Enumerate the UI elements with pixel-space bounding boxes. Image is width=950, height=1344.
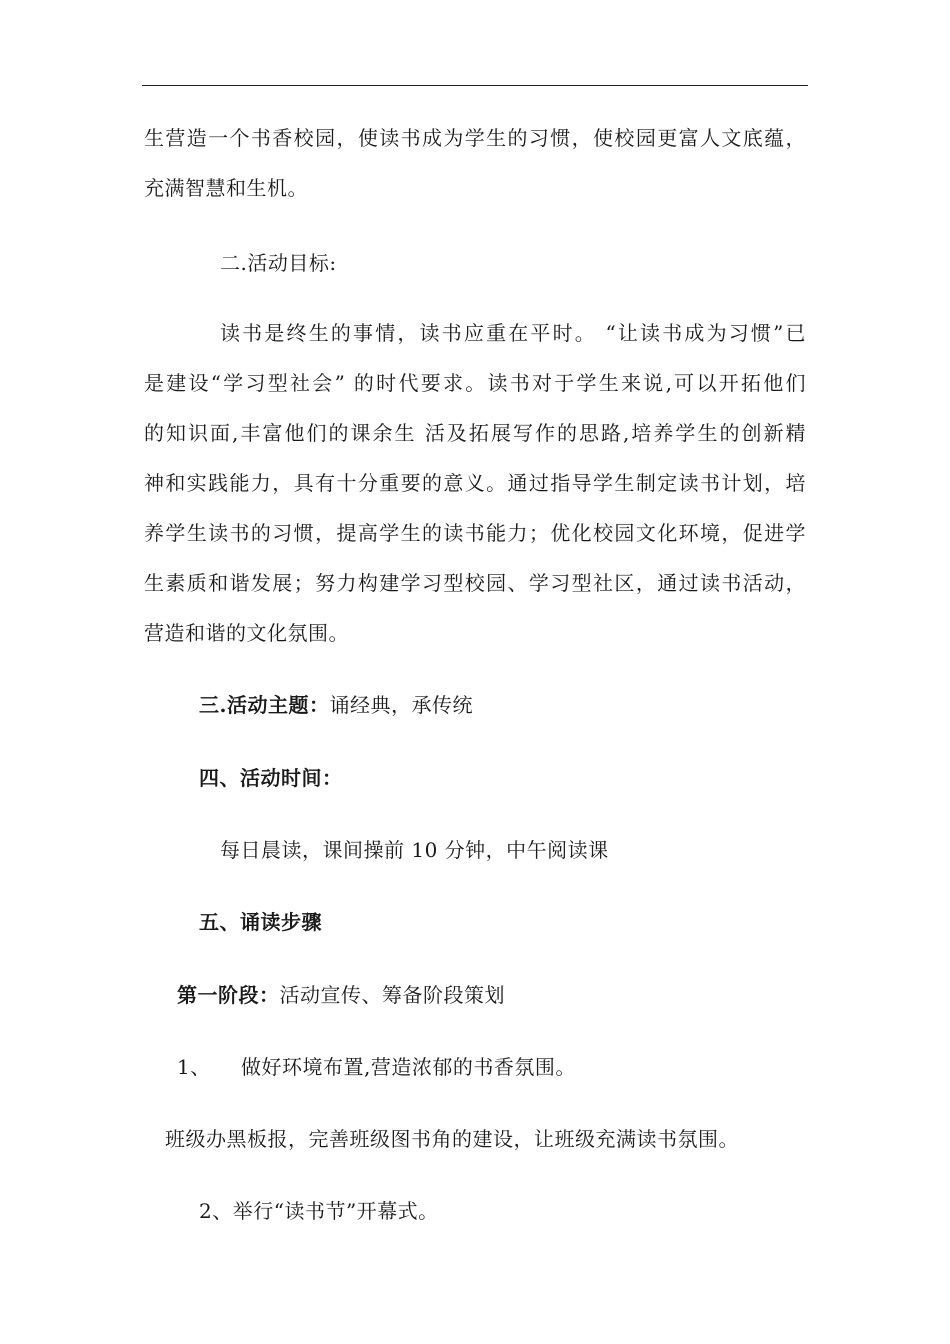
section2-line: 营造和谐的文化氛围。 xyxy=(144,621,349,645)
section2-line: 的知识面,丰富他们的课余生 活及拓展写作的思路,培养学生的创新精 xyxy=(144,421,806,445)
item1-detail: 班级办黑板报，完善班级图书角的建设，让班级充满读书氛围。 xyxy=(165,1127,739,1151)
item1-num: 1、 xyxy=(177,1055,211,1079)
section3-text: 诵经典，承传统 xyxy=(329,693,473,717)
section2-line: 生素质和谐发展；努力构建学习型校园、学习型社区，通过读书活动， xyxy=(144,571,806,595)
section2-line: 读书是终生的事情，读书应重在平时。 “让读书成为习惯”已 xyxy=(220,321,806,345)
section2-heading: 二.活动目标: xyxy=(220,251,337,275)
para1-line1: 生营造一个书香校园，使读书成为学生的习惯，使校园更富人文底蕴， xyxy=(144,126,806,150)
section4-text: 每日晨读，课间操前 10 分钟，中午阅读课 xyxy=(220,838,609,862)
section4-label: 四、活动时间： xyxy=(199,766,343,790)
section3-label: 三.活动主题： xyxy=(199,693,330,717)
section2-line: 养学生读书的习惯，提高学生的读书能力；优化校园文化环境，促进学 xyxy=(144,521,806,545)
header-rule xyxy=(142,85,808,86)
item2: 2、举行“读书节”开幕式。 xyxy=(199,1199,439,1223)
stage1 xyxy=(177,981,505,1009)
stage1-text: 活动宣传、筹备阶段策划 xyxy=(279,983,505,1007)
para1-line2: 充满智慧和生机。 xyxy=(144,176,308,200)
section2-line: 是建设“学习型社会” 的时代要求。读书对于学生来说,可以开拓他们 xyxy=(144,371,806,395)
item1-text: 做好环境布置,营造浓郁的书香氛围。 xyxy=(241,1055,576,1079)
section2-line: 神和实践能力，具有十分重要的意义。通过指导学生制定读书计划，培 xyxy=(144,471,806,495)
section3 xyxy=(199,691,473,719)
stage1-label: 第一阶段： xyxy=(177,983,280,1007)
section5-label: 五、诵读步骤 xyxy=(199,910,322,934)
